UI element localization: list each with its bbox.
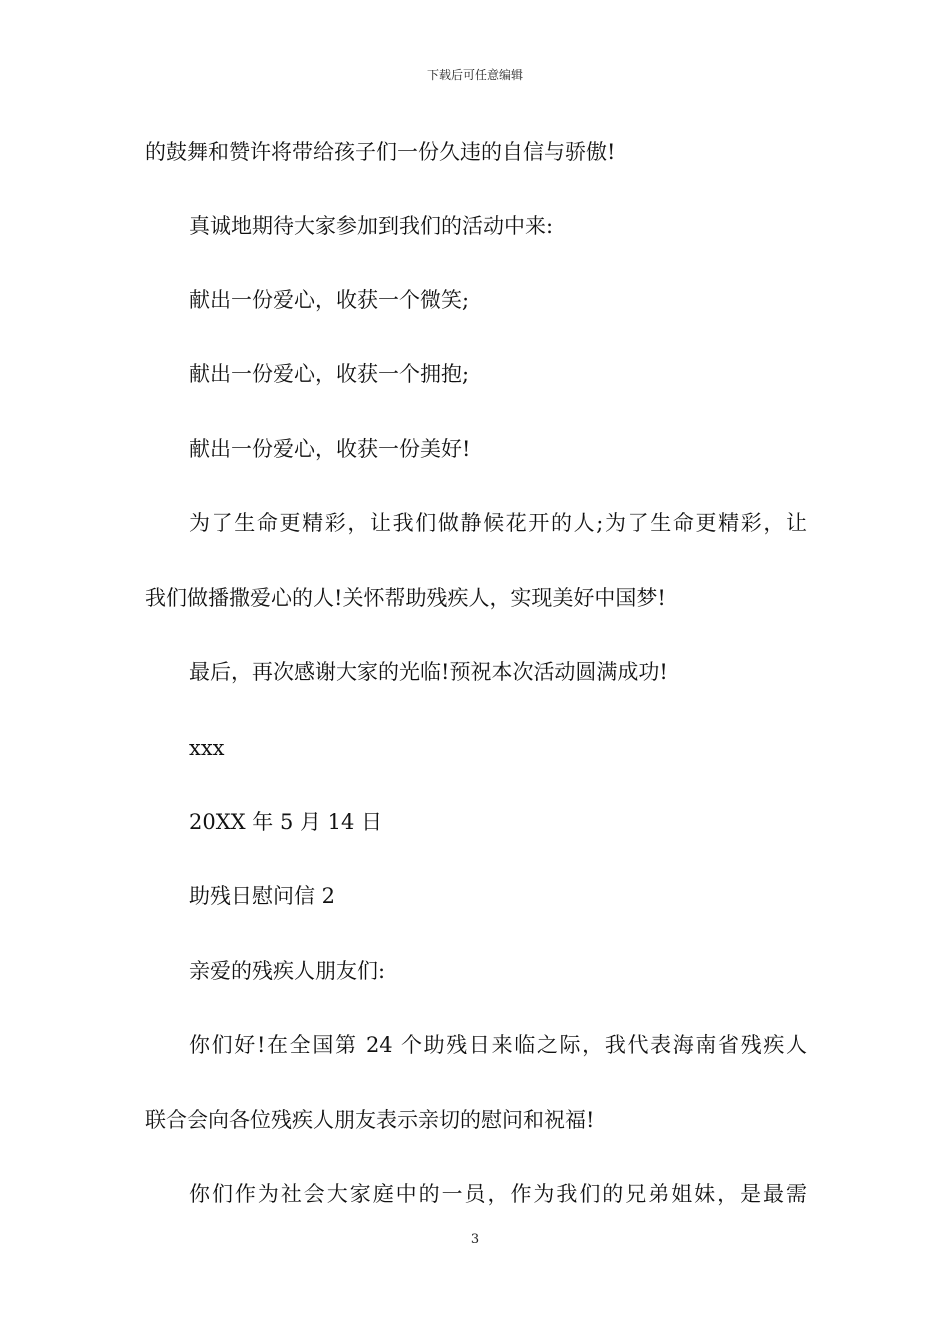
text-line: 献出一份爱心，收获一份美好! — [189, 437, 471, 461]
text-line: 联合会向各位残疾人朋友表示亲切的慰问和祝福! — [145, 1108, 595, 1132]
text-line: 为了生命更精彩，让我们做静候花开的人;为了生命更精彩，让 — [189, 511, 807, 535]
text-line: 我们做播撒爱心的人!关怀帮助残疾人，实现美好中国梦! — [145, 586, 666, 610]
page-number: 3 — [470, 1232, 480, 1247]
page-header-note: 下载后可任意编辑 — [426, 68, 523, 82]
text-line: 献出一份爱心，收获一个拥抱; — [189, 362, 470, 386]
text-line: 最后，再次感谢大家的光临!预祝本次活动圆满成功! — [189, 660, 668, 684]
text-line: 献出一份爱心，收获一个微笑; — [189, 288, 470, 312]
text-line: 你们好!在全国第 24 个助残日来临之际，我代表海南省残疾人 — [189, 1033, 807, 1057]
text-line: 的鼓舞和赞许将带给孩子们一份久违的自信与骄傲! — [145, 140, 616, 164]
signature-name: xxx — [189, 736, 225, 760]
section-title: 助残日慰问信 2 — [189, 884, 336, 908]
letter-date: 20XX 年 5 月 14 日 — [189, 810, 383, 834]
text-line: 真诚地期待大家参加到我们的活动中来: — [189, 214, 554, 238]
text-line: 你们作为社会大家庭中的一员，作为我们的兄弟姐妹，是最需 — [189, 1182, 807, 1206]
salutation: 亲爱的残疾人朋友们: — [189, 959, 386, 983]
